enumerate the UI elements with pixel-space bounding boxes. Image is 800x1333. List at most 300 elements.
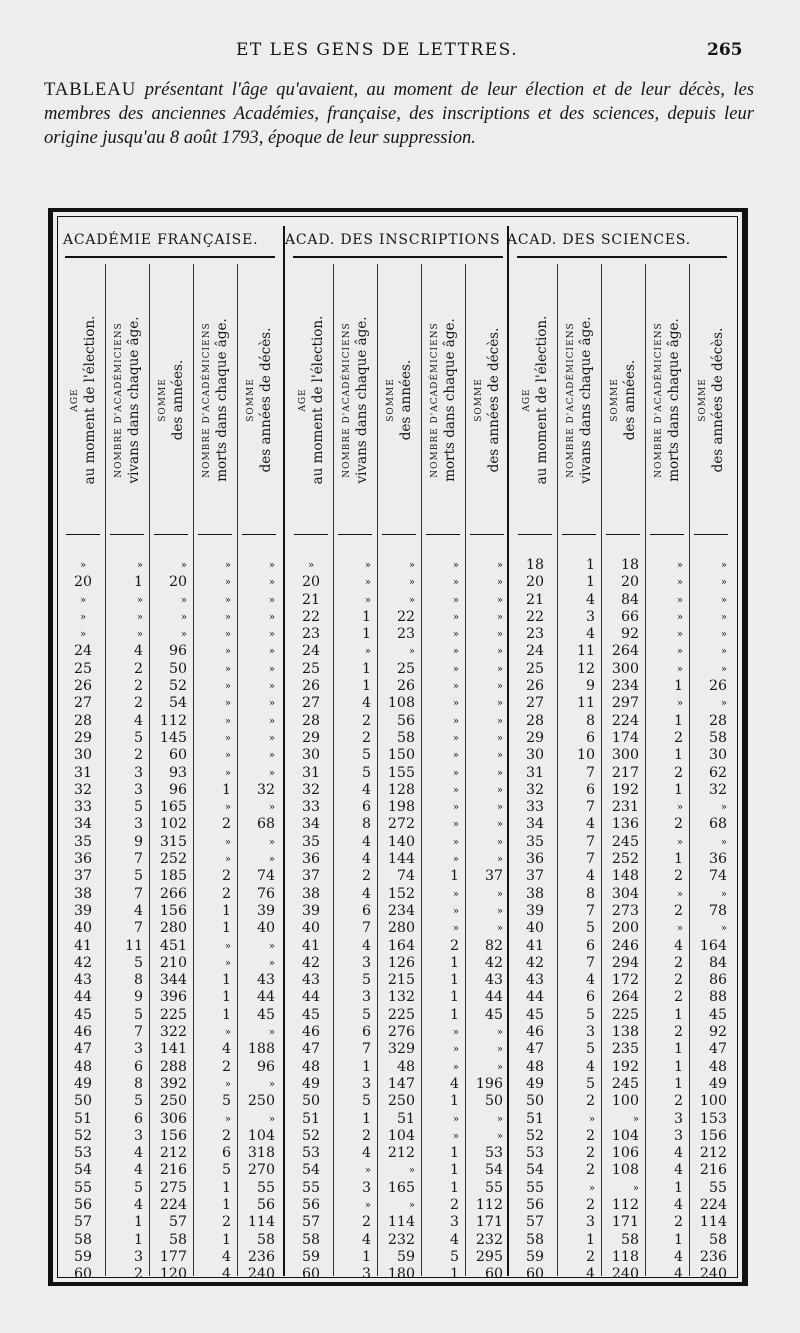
- page-number: 265: [707, 40, 743, 60]
- data-column: [61, 557, 105, 1283]
- table-cell: 4: [449, 1075, 459, 1092]
- table-cell: 20: [73, 574, 93, 591]
- table-cell: 212: [159, 1145, 187, 1162]
- table-cell: »: [676, 923, 683, 935]
- table-cell: 4: [361, 1145, 371, 1162]
- table-cell: 6: [585, 989, 595, 1006]
- column-header: [557, 264, 601, 536]
- table-cell: »: [720, 560, 727, 571]
- table-cell: »: [224, 560, 231, 571]
- table-cell: 2: [221, 1214, 231, 1231]
- table-cell: 42: [73, 954, 93, 971]
- table-cell: 58: [708, 1231, 727, 1248]
- table-cell: 58: [708, 729, 727, 746]
- table-cell: 34: [525, 816, 545, 833]
- table-cell: »: [452, 629, 459, 641]
- table-cell: 2: [585, 1162, 595, 1179]
- table-cell: 43: [525, 972, 545, 989]
- table-cell: »: [268, 750, 275, 762]
- table-cell: »: [224, 577, 231, 589]
- column-header-text: [472, 264, 502, 536]
- table-cell: 1: [673, 1075, 683, 1092]
- table-cell: 322: [159, 1024, 187, 1041]
- table-cell: 2: [361, 729, 371, 746]
- table-cell: »: [452, 819, 459, 831]
- table-cell: »: [496, 594, 503, 606]
- table-cell: »: [496, 715, 503, 727]
- header-rule: [154, 534, 188, 535]
- table-cell: 4: [585, 816, 595, 833]
- table-cell: 28: [301, 712, 321, 729]
- table-cell: »: [720, 663, 727, 675]
- table-cell: 44: [73, 989, 93, 1006]
- table-cell: 23: [396, 626, 415, 643]
- table-cell: 82: [484, 937, 503, 954]
- table-cell: 1: [673, 851, 683, 868]
- table-cell: »: [452, 1061, 459, 1073]
- table-cell: »: [180, 629, 187, 641]
- table-cell: »: [496, 1113, 503, 1125]
- table-cell: 86: [708, 972, 727, 989]
- table-cell: 43: [256, 972, 275, 989]
- table-cell: 5: [133, 868, 143, 885]
- table-cell: »: [408, 646, 415, 658]
- header-label: morts dans chaque âge.: [666, 318, 682, 482]
- table-cell: »: [224, 629, 231, 641]
- table-cell: 50: [301, 1093, 321, 1110]
- table-cell: 1: [221, 1179, 231, 1196]
- table-cell: 60: [484, 1266, 503, 1283]
- table-cell: 304: [611, 885, 639, 902]
- table-cell: 56: [301, 1196, 321, 1213]
- table-cell: 52: [525, 1127, 545, 1144]
- table-cell: 192: [611, 1058, 639, 1075]
- header-label: vivans dans chaque âge.: [578, 316, 594, 484]
- table-cell: 108: [611, 1162, 639, 1179]
- table-cell: 264: [611, 989, 639, 1006]
- column-header-text: [696, 264, 726, 536]
- table-cell: »: [452, 888, 459, 900]
- table-cell: 4: [133, 1196, 143, 1213]
- header-rule: [338, 534, 372, 535]
- header-small-caps: SOMME: [698, 378, 708, 422]
- header-label: des années.: [170, 359, 186, 441]
- table-cell: 306: [159, 1110, 187, 1127]
- table-cell: 37: [484, 868, 503, 885]
- table-cell: 26: [73, 678, 93, 695]
- table-cell: 196: [475, 1075, 503, 1092]
- table-cell: 84: [620, 591, 639, 608]
- table-cell: »: [452, 594, 459, 606]
- table-cell: 3: [133, 816, 143, 833]
- table-cell: 40: [301, 920, 321, 937]
- table-cell: 50: [168, 660, 187, 677]
- table-cell: 1: [449, 868, 459, 885]
- table-cell: »: [268, 767, 275, 779]
- table-cell: 112: [159, 712, 187, 729]
- table-cell: 58: [168, 1231, 187, 1248]
- table-cell: 180: [387, 1266, 415, 1283]
- table-cell: 236: [247, 1248, 275, 1265]
- table-cell: 45: [256, 1006, 275, 1023]
- table-cell: 132: [387, 989, 415, 1006]
- table-cell: 2: [133, 660, 143, 677]
- table-cell: 100: [699, 1093, 727, 1110]
- table-cell: 1: [449, 1266, 459, 1283]
- table-cell: 51: [73, 1110, 93, 1127]
- table-cell: »: [676, 836, 683, 848]
- table-cell: 215: [387, 972, 415, 989]
- table-cell: 141: [159, 1041, 187, 1058]
- table-cell: 1: [221, 972, 231, 989]
- table-cell: 294: [611, 954, 639, 971]
- table-cell: 140: [387, 833, 415, 850]
- data-column: [513, 557, 557, 1283]
- table-cell: 3: [585, 608, 595, 625]
- header-rule: [242, 534, 276, 535]
- table-cell: 5: [361, 1093, 371, 1110]
- table-cell: 188: [247, 1041, 275, 1058]
- column-header: [689, 264, 733, 536]
- table-cell: 4: [133, 712, 143, 729]
- table-cell: 20: [525, 574, 545, 591]
- table-cell: 33: [73, 799, 93, 816]
- table-cell: 344: [159, 972, 187, 989]
- table-cell: 31: [525, 764, 545, 781]
- column-header-text: [564, 264, 594, 536]
- table-cell: 5: [585, 1041, 595, 1058]
- table-cell: »: [224, 681, 231, 693]
- table-cell: 50: [525, 1093, 545, 1110]
- column-divider: [237, 264, 238, 1276]
- table-cell: 47: [708, 1041, 727, 1058]
- table-cell: 28: [525, 712, 545, 729]
- table-cell: »: [408, 560, 415, 571]
- table-cell: »: [452, 577, 459, 589]
- table-cell: 53: [73, 1145, 93, 1162]
- table-cell: »: [496, 732, 503, 744]
- table-cell: 21: [525, 591, 545, 608]
- header-label: au moment de l'élection.: [82, 315, 98, 485]
- table-cell: 252: [611, 851, 639, 868]
- column-divider: [557, 264, 558, 1276]
- table-cell: 18: [620, 557, 639, 573]
- table-cell: 4: [673, 1266, 683, 1283]
- table-cell: 7: [585, 902, 595, 919]
- data-column: [421, 557, 459, 1283]
- header-label: des années de décès.: [486, 327, 502, 473]
- header-label: vivans dans chaque âge.: [354, 316, 370, 484]
- table-cell: 2: [361, 1214, 371, 1231]
- table-cell: 30: [525, 747, 545, 764]
- table-cell: »: [588, 1182, 595, 1194]
- table-cell: 138: [611, 1024, 639, 1041]
- table-cell: 2: [361, 712, 371, 729]
- column-header: [421, 264, 465, 536]
- table-cell: »: [268, 836, 275, 848]
- table-cell: 200: [611, 920, 639, 937]
- caption-text: présentant l'âge qu'avaient, au moment de leur élection et de leur décès, les membres des anciennes Académies, française, des inscriptions et des sciences, depuis leur origine jusqu'au 8 août 1793, époque de leur suppression.: [44, 79, 754, 148]
- table-cell: 56: [396, 712, 415, 729]
- table-cell: 25: [396, 660, 415, 677]
- table-cell: 88: [708, 989, 727, 1006]
- table-cell: 1: [221, 781, 231, 798]
- table-cell: 57: [525, 1214, 545, 1231]
- table-cell: 55: [73, 1179, 93, 1196]
- table-cell: 172: [611, 972, 639, 989]
- table-cell: »: [452, 560, 459, 571]
- table-cell: 1: [449, 989, 459, 1006]
- table-cell: »: [496, 836, 503, 848]
- table-cell: »: [224, 854, 231, 866]
- table-cell: »: [224, 698, 231, 710]
- column-header: [645, 264, 689, 536]
- table-cell: 96: [168, 643, 187, 660]
- table-cell: 54: [484, 1162, 503, 1179]
- table-cell: 44: [525, 989, 545, 1006]
- table-cell: 276: [387, 1024, 415, 1041]
- table-cell: 5: [585, 920, 595, 937]
- table-cell: 280: [159, 920, 187, 937]
- table-cell: 6: [361, 902, 371, 919]
- table-cell: »: [676, 888, 683, 900]
- table-cell: 24: [73, 643, 93, 660]
- data-column: [149, 557, 187, 1283]
- table-cell: 2: [221, 868, 231, 885]
- table-cell: »: [496, 1061, 503, 1073]
- table-cell: »: [496, 888, 503, 900]
- table-cell: »: [496, 560, 503, 571]
- table-cell: 5: [133, 729, 143, 746]
- table-cell: 26: [396, 678, 415, 695]
- table-cell: 3: [133, 781, 143, 798]
- table-cell: 1: [585, 574, 595, 591]
- header-small-caps: SOMME: [386, 378, 396, 422]
- data-column: [289, 557, 333, 1283]
- table-cell: »: [676, 698, 683, 710]
- table-cell: 47: [525, 1041, 545, 1058]
- table-cell: 245: [611, 1075, 639, 1092]
- table-cell: »: [720, 646, 727, 658]
- table-cell: 236: [699, 1248, 727, 1265]
- table-cell: 8: [585, 712, 595, 729]
- table-cell: 36: [708, 851, 727, 868]
- table-cell: 39: [301, 902, 321, 919]
- table-cell: 1: [585, 1231, 595, 1248]
- header-rule: [198, 534, 232, 535]
- table-cell: 4: [361, 937, 371, 954]
- academy-title: ACADÉMIE FRANÇAISE.: [63, 232, 259, 248]
- table-cell: »: [496, 767, 503, 779]
- table-cell: 1: [133, 1231, 143, 1248]
- table-cell: »: [180, 594, 187, 606]
- table-cell: 40: [73, 920, 93, 937]
- table-cell: 51: [396, 1110, 415, 1127]
- table-cell: 4: [133, 1162, 143, 1179]
- data-column: [377, 557, 415, 1283]
- table-cell: »: [452, 663, 459, 675]
- table-cell: 23: [301, 626, 321, 643]
- table-cell: »: [408, 1165, 415, 1177]
- table-cell: »: [136, 594, 143, 606]
- table-cell: 2: [673, 989, 683, 1006]
- table-cell: 1: [361, 1248, 371, 1265]
- column-header: [333, 264, 377, 536]
- table-cell: 45: [708, 1006, 727, 1023]
- table-cell: 50: [484, 1093, 503, 1110]
- table-cell: 28: [708, 712, 727, 729]
- table-cell: 1: [133, 1214, 143, 1231]
- table-cell: »: [268, 698, 275, 710]
- table-cell: 1: [673, 712, 683, 729]
- table-cell: »: [496, 698, 503, 710]
- table-cell: 6: [361, 1024, 371, 1041]
- table-cell: 4: [361, 851, 371, 868]
- table-cell: 2: [673, 954, 683, 971]
- table-cell: 56: [525, 1196, 545, 1213]
- table-cell: 4: [361, 833, 371, 850]
- caption-lead: TABLEAU: [44, 79, 137, 100]
- table-cell: 55: [484, 1179, 503, 1196]
- table-cell: 45: [525, 1006, 545, 1023]
- table-cell: 96: [168, 781, 187, 798]
- column-divider: [193, 264, 194, 1276]
- table-cell: 245: [611, 833, 639, 850]
- table-cell: »: [180, 560, 187, 571]
- table-cell: 118: [611, 1248, 639, 1265]
- table-cell: 3: [361, 989, 371, 1006]
- table-cell: »: [452, 905, 459, 917]
- table-cell: 11: [576, 695, 595, 712]
- table-cell: 92: [620, 626, 639, 643]
- table-cell: 1: [361, 678, 371, 695]
- table-cell: 396: [159, 989, 187, 1006]
- table-cell: »: [496, 1027, 503, 1039]
- table-cell: 1: [673, 678, 683, 695]
- table-cell: 8: [133, 972, 143, 989]
- table-cell: 7: [585, 851, 595, 868]
- column-header-text: [340, 264, 370, 536]
- column-header: [465, 264, 509, 536]
- header-rule: [382, 534, 416, 535]
- table-cell: »: [224, 750, 231, 762]
- header-small-caps: SOMME: [474, 378, 484, 422]
- column-divider: [333, 264, 334, 1276]
- table-cell: 6: [585, 781, 595, 798]
- table-cell: 156: [699, 1127, 727, 1144]
- header-label: morts dans chaque âge.: [214, 318, 230, 482]
- table-cell: 59: [73, 1248, 93, 1265]
- table-cell: 27: [73, 695, 93, 712]
- table-cell: 3: [449, 1214, 459, 1231]
- table-cell: 6: [221, 1145, 231, 1162]
- table-cell: 47: [301, 1041, 321, 1058]
- table-cell: 5: [449, 1248, 459, 1265]
- table-cell: 39: [525, 902, 545, 919]
- table-cell: »: [452, 923, 459, 935]
- header-small-caps: AGE: [522, 388, 532, 412]
- table-cell: 34: [301, 816, 321, 833]
- table-cell: 68: [708, 816, 727, 833]
- table-cell: 2: [673, 972, 683, 989]
- table-cell: 43: [301, 972, 321, 989]
- table-cell: 30: [301, 747, 321, 764]
- table-cell: 36: [301, 851, 321, 868]
- table-cell: 234: [611, 678, 639, 695]
- table-cell: 29: [301, 729, 321, 746]
- table-cell: »: [676, 560, 683, 571]
- table-cell: 7: [585, 764, 595, 781]
- table-cell: 2: [361, 1127, 371, 1144]
- table-cell: 53: [301, 1145, 321, 1162]
- table-cell: 35: [73, 833, 93, 850]
- table-cell: 60: [168, 747, 187, 764]
- table-cell: »: [224, 1078, 231, 1090]
- table-cell: 102: [159, 816, 187, 833]
- table-cell: »: [496, 784, 503, 796]
- table-cell: 7: [133, 920, 143, 937]
- column-header-text: [68, 264, 98, 536]
- table-cell: 4: [585, 972, 595, 989]
- table-cell: 53: [484, 1145, 503, 1162]
- table-cell: 100: [611, 1093, 639, 1110]
- table-cell: 4: [133, 1145, 143, 1162]
- table-cell: »: [676, 663, 683, 675]
- table-cell: 1: [221, 1231, 231, 1248]
- academy-title: ACAD. DES INSCRIPTIONS: [285, 232, 501, 248]
- table-cell: 145: [159, 729, 187, 746]
- table-cell: »: [452, 767, 459, 779]
- header-rule: [562, 534, 596, 535]
- table-cell: 225: [611, 1006, 639, 1023]
- table-cell: 32: [525, 781, 545, 798]
- table-cell: »: [720, 836, 727, 848]
- table-cell: »: [268, 802, 275, 814]
- column-header-text: [112, 264, 142, 536]
- table-cell: 26: [708, 678, 727, 695]
- table-cell: 6: [361, 799, 371, 816]
- table-cell: 55: [525, 1179, 545, 1196]
- table-cell: »: [224, 836, 231, 848]
- table-cell: »: [720, 577, 727, 589]
- table-cell: »: [676, 594, 683, 606]
- table-cell: »: [676, 577, 683, 589]
- header-rule: [470, 534, 504, 535]
- table-cell: »: [224, 767, 231, 779]
- column-header: [193, 264, 237, 536]
- table-cell: 6: [133, 1110, 143, 1127]
- table-cell: 6: [585, 937, 595, 954]
- table-cell: »: [268, 715, 275, 727]
- table-cell: 29: [73, 729, 93, 746]
- table-cell: 58: [73, 1231, 93, 1248]
- table-cell: 74: [396, 868, 415, 885]
- table-cell: 114: [699, 1214, 727, 1231]
- academy-rule: [293, 256, 503, 258]
- table-cell: 3: [133, 1248, 143, 1265]
- table-cell: 1: [673, 1041, 683, 1058]
- table-cell: 1: [361, 1058, 371, 1075]
- table-cell: 4: [673, 1248, 683, 1265]
- table-cell: 48: [525, 1058, 545, 1075]
- column-header: [601, 264, 645, 536]
- table-cell: 216: [159, 1162, 187, 1179]
- table-cell: 128: [387, 781, 415, 798]
- table-cell: »: [452, 750, 459, 762]
- header-small-caps: SOMME: [158, 378, 168, 422]
- table-cell: »: [364, 594, 371, 606]
- table-cell: »: [268, 732, 275, 744]
